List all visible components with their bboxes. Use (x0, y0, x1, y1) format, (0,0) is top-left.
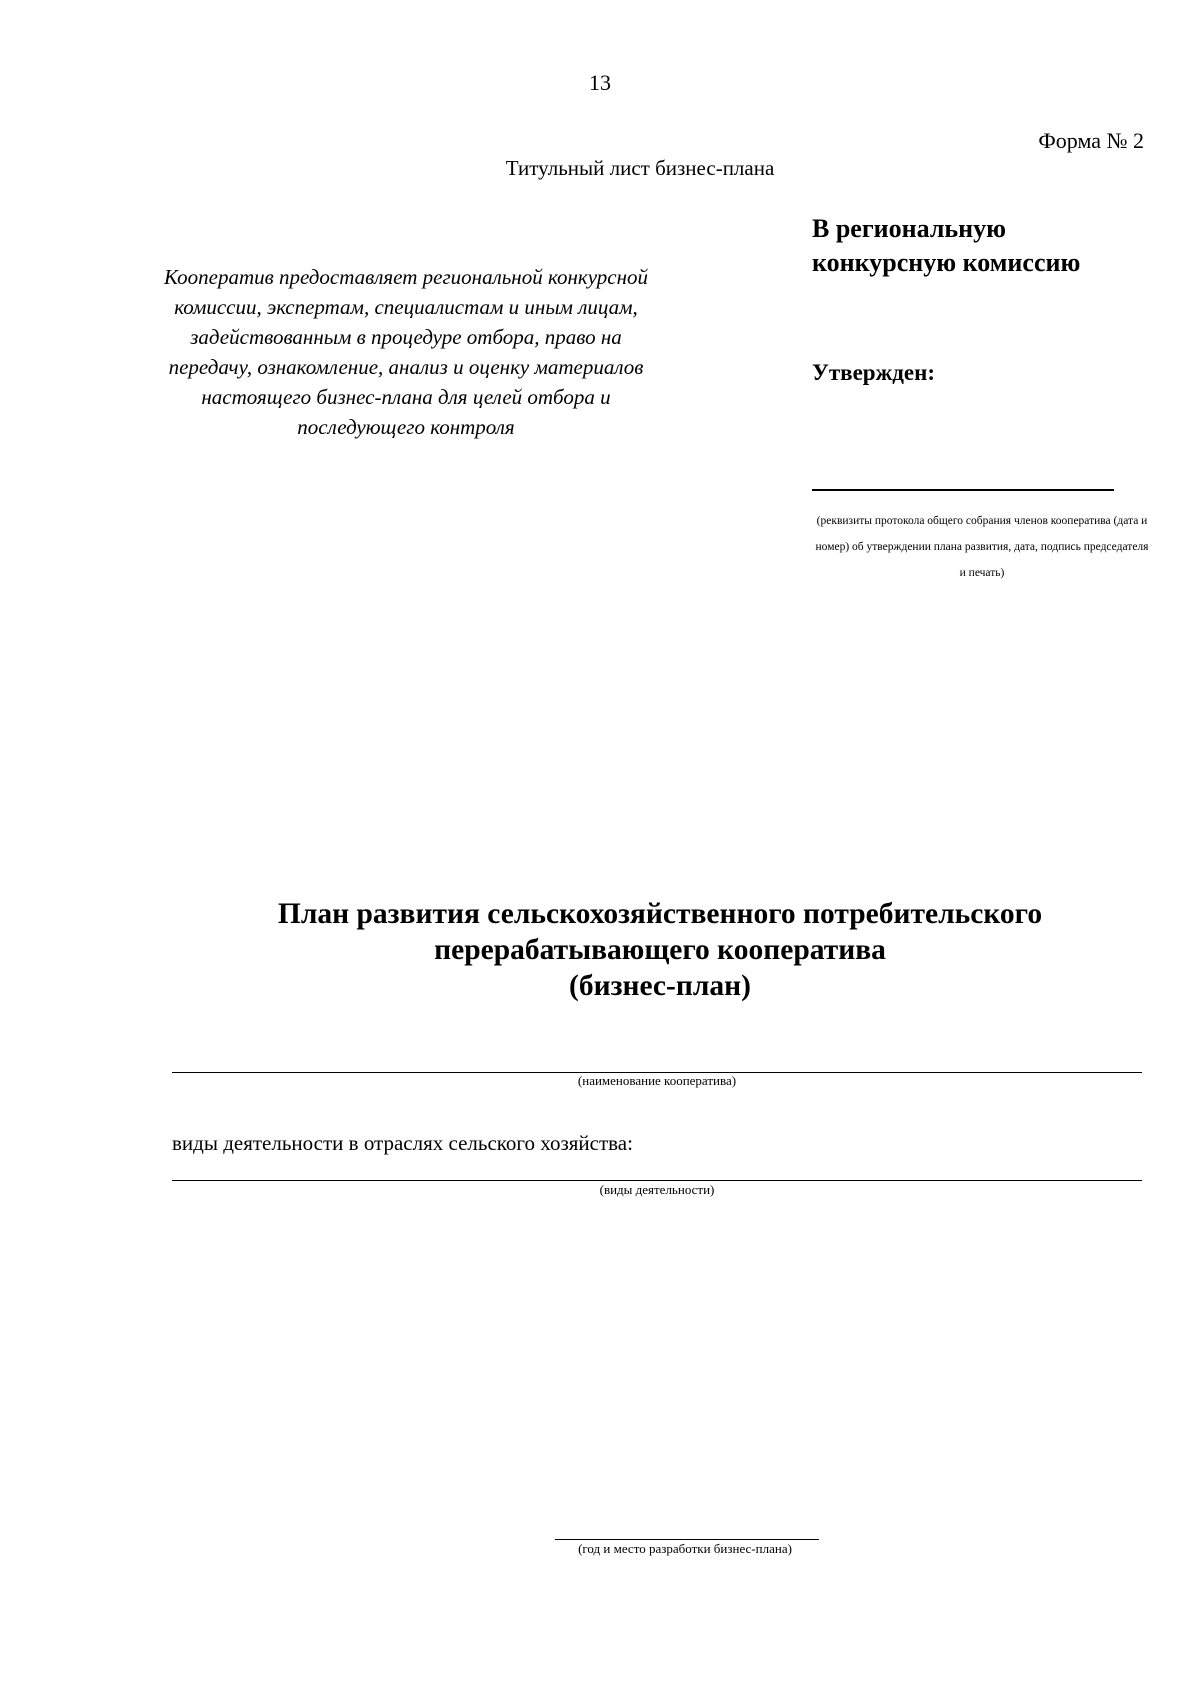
consent-statement: Кооператив предоставляет региональной конкурсной комиссии, экспертам, специалистам и иным лицам, задействованным в процедуре отбора, право на передачу, ознакомление, анализ и оценку материалов настоящего бизнес-плана для целей отбора и последующего контроля (163, 265, 648, 439)
page-number: 13 (589, 70, 611, 95)
approval-signature-line[interactable] (812, 489, 1114, 491)
approval-caption: (реквизиты протокола общего собрания членов кооператива (дата и номер) об утверждении плана развития, дата, подпись председателя и печать) (815, 515, 1149, 579)
year-place-field[interactable] (555, 1539, 819, 1540)
plan-title-line-2: перерабатывающего кооператива (434, 934, 886, 966)
year-place-caption: (год и место разработки бизнес-плана) (578, 1541, 792, 1556)
form-number: Форма № 2 (1038, 128, 1144, 153)
activities-label: виды деятельности в отраслях сельского хозяйства: (172, 1131, 633, 1155)
cooperative-name-caption: (наименование кооператива) (577, 1073, 737, 1088)
sheet-title: Титульный лист бизнес-плана (505, 156, 775, 180)
plan-title (170, 896, 1150, 1004)
activities-caption: (виды деятельности) (599, 1182, 715, 1197)
addressee-heading: В региональную конкурсную комиссию (812, 214, 1081, 277)
activities-field[interactable] (172, 1180, 1142, 1181)
plan-title-line-1: План развития сельскохозяйственного потребительского (277, 898, 1043, 930)
plan-title-line-3: (бизнес-план) (569, 970, 751, 1002)
approved-label: Утвержден: (812, 360, 936, 385)
